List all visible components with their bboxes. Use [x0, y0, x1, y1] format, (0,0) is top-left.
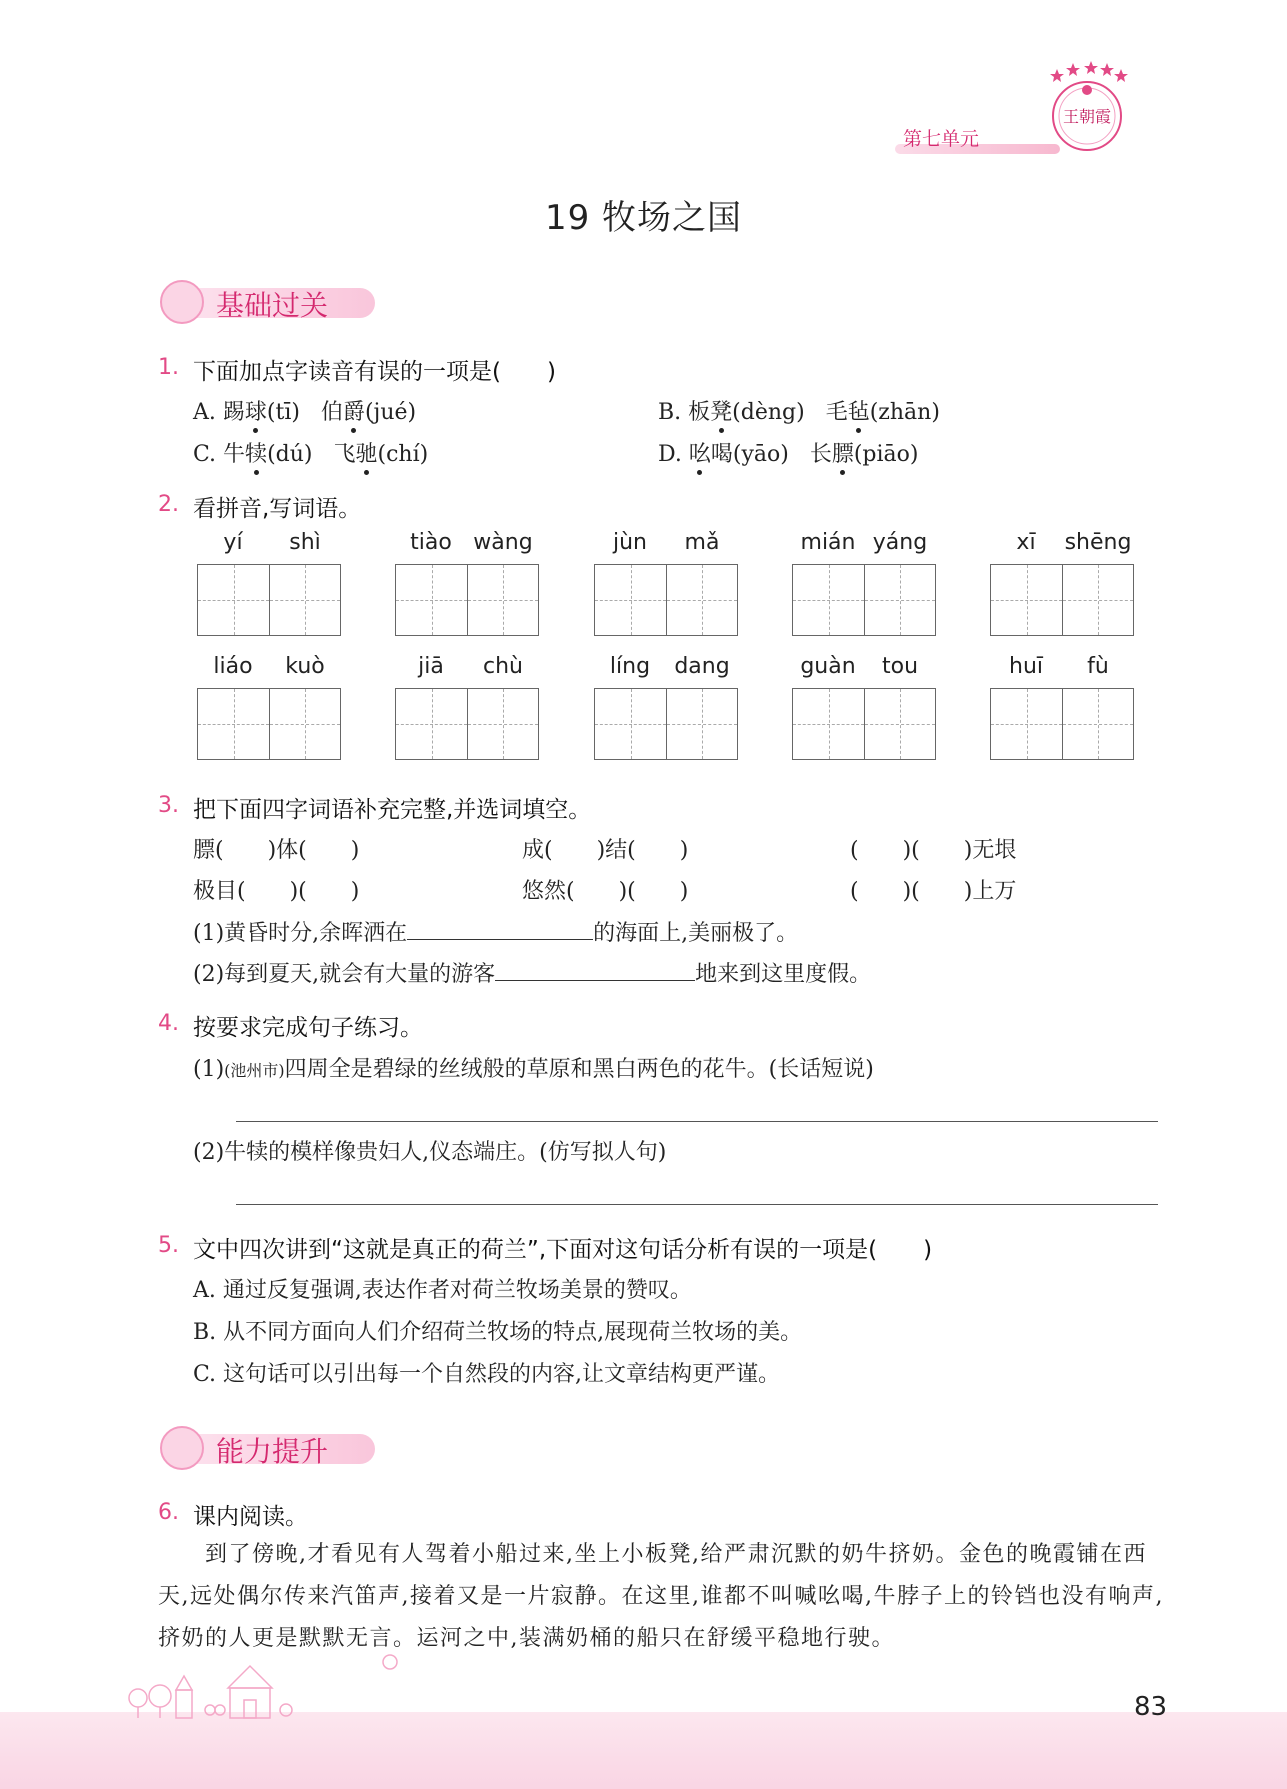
tian-grid: [990, 564, 1134, 636]
idiom-3[interactable]: ( )( )无垠: [850, 838, 1017, 863]
idiom-1[interactable]: 膘( )体( ): [193, 838, 360, 863]
question-2-text: 看拼音,写词语。: [193, 496, 362, 522]
writing-box[interactable]: [864, 565, 935, 635]
reading-passage: 到了傍晚,才看见有人驾着小船过来,坐上小板凳,给严肃沉默的奶牛挤奶。金色的晚霞铺在西天,远处偶尔传来汽笛声,接着又是一片寂静。在这里,谁都不叫喊吆喝,牛脖子上的铃铛也没有响声,挤奶的人更是默默无言。运河之中,装满奶桶的船只在舒缓平稳地行驶。: [158, 1542, 1164, 1651]
writing-box[interactable]: [1062, 689, 1133, 759]
pinyin-syllable: mián: [800, 530, 856, 555]
fill-blank-1[interactable]: [407, 918, 593, 940]
section-title-basic: 基础过关: [216, 289, 329, 322]
option-c: C. 牛犊(dú) 飞驰(chí): [193, 442, 429, 467]
pinyin-syllable: tou: [881, 654, 919, 679]
q5-option-b: B. 从不同方面向人们介绍荷兰牧场的特点,展现荷兰牧场的美。: [193, 1320, 803, 1345]
q5-option-c: C. 这句话可以引出每一个自然段的内容,让文章结构更严谨。: [193, 1362, 781, 1387]
writing-box[interactable]: [1062, 565, 1133, 635]
question-number: 5.: [158, 1233, 179, 1258]
tian-grid: [395, 688, 539, 760]
tian-grid: [990, 688, 1134, 760]
fill-sentence-2: (2)每到夏天,就会有大量的游客 地来到这里度假。: [193, 957, 871, 988]
writing-box[interactable]: [991, 565, 1062, 635]
brand-seal-logo: [1043, 60, 1131, 156]
lesson-title: 19 牧场之国: [544, 198, 743, 238]
castle-doodle-icon: [120, 1640, 420, 1720]
fill-blank-2[interactable]: [495, 959, 695, 981]
tian-grid: [197, 688, 341, 760]
mascot-icon: [160, 1426, 204, 1470]
fill-sentence-1: (1)黄昏时分,余晖洒在 的海面上,美丽极了。: [193, 916, 798, 947]
tian-grid: [792, 688, 936, 760]
pinyin-syllable: kuò: [285, 654, 325, 679]
pinyin-syllable: liáo: [213, 654, 253, 679]
source-note: (池州市): [224, 1061, 285, 1080]
pinyin-syllable: yí: [223, 530, 243, 555]
pinyin-syllable: xī: [1016, 530, 1036, 555]
option-d: D. 吆喝(yāo) 长膘(piāo): [658, 442, 919, 467]
idiom-2[interactable]: 成( )结( ): [522, 838, 689, 863]
tian-grid: [395, 564, 539, 636]
question-number: 1.: [158, 355, 179, 380]
writing-box[interactable]: [793, 689, 864, 759]
tian-grid: [197, 564, 341, 636]
question-3-text: 把下面四字词语补充完整,并选词填空。: [193, 797, 592, 823]
pinyin-syllable: jùn: [613, 530, 647, 555]
pinyin-syllable: huī: [1009, 654, 1043, 679]
sentence-task-1: (1)(池州市)四周全是碧绿的丝绒般的草原和黑白两色的花牛。(长话短说): [193, 1057, 874, 1082]
option-a: A. 踢球(tī) 伯爵(jué): [193, 400, 417, 425]
writing-box[interactable]: [396, 565, 467, 635]
pinyin-syllable: jiā: [418, 654, 444, 679]
tian-grid: [792, 564, 936, 636]
pinyin-syllable: guàn: [800, 654, 856, 679]
idiom-4[interactable]: 极目( )( ): [193, 879, 360, 904]
q5-option-a: A. 通过反复强调,表达作者对荷兰牧场美景的赞叹。: [193, 1278, 692, 1303]
writing-box[interactable]: [991, 689, 1062, 759]
question-4-text: 按要求完成句子练习。: [193, 1015, 423, 1041]
pinyin-syllable: fù: [1087, 654, 1109, 679]
writing-box[interactable]: [793, 565, 864, 635]
writing-box[interactable]: [467, 689, 538, 759]
question-5-text: 文中四次讲到“这就是真正的荷兰”,下面对这句话分析有误的一项是( ): [193, 1237, 933, 1263]
mascot-icon: [160, 280, 204, 324]
section-title-advance: 能力提升: [216, 1435, 329, 1468]
question-number: 2.: [158, 492, 179, 517]
pinyin-syllable: yáng: [872, 530, 928, 555]
question-number: 6.: [158, 1500, 179, 1525]
pinyin-syllable: wàng: [473, 530, 533, 555]
writing-box[interactable]: [198, 689, 269, 759]
page-number: 83: [1134, 1692, 1168, 1722]
question-number: 3.: [158, 793, 179, 818]
writing-box[interactable]: [198, 565, 269, 635]
writing-box[interactable]: [595, 565, 666, 635]
pinyin-syllable: líng: [609, 654, 651, 679]
section-banner-advance: [160, 1424, 380, 1470]
answer-line-1[interactable]: [236, 1121, 1158, 1122]
pinyin-syllable: shēng: [1064, 530, 1132, 555]
svg-text:王朝霞: 王朝霞: [1062, 107, 1112, 126]
writing-box[interactable]: [396, 689, 467, 759]
question-1-text: 下面加点字读音有误的一项是( ): [193, 359, 556, 385]
writing-box[interactable]: [269, 565, 340, 635]
writing-box[interactable]: [864, 689, 935, 759]
pinyin-syllable: mǎ: [684, 530, 720, 555]
pinyin-syllable: tiào: [410, 530, 452, 555]
pinyin-syllable: shì: [289, 530, 321, 555]
pinyin-syllable: chù: [483, 654, 523, 679]
unit-label: 第七单元: [903, 128, 980, 150]
tian-grid: [594, 564, 738, 636]
sentence-task-2: (2)牛犊的模样像贵妇人,仪态端庄。(仿写拟人句): [193, 1140, 667, 1165]
writing-box[interactable]: [666, 565, 737, 635]
question-6-text: 课内阅读。: [193, 1504, 308, 1530]
tian-grid: [594, 688, 738, 760]
writing-box[interactable]: [467, 565, 538, 635]
unit-tag: [895, 124, 1060, 154]
writing-box[interactable]: [269, 689, 340, 759]
idiom-6[interactable]: ( )( )上万: [850, 879, 1017, 904]
footer-band: [0, 1712, 1287, 1789]
writing-box[interactable]: [595, 689, 666, 759]
writing-box[interactable]: [666, 689, 737, 759]
question-number: 4.: [158, 1011, 179, 1036]
idiom-5[interactable]: 悠然( )( ): [522, 879, 689, 904]
option-b: B. 板凳(dèng) 毛毡(zhān): [658, 400, 940, 425]
pinyin-syllable: dang: [674, 654, 730, 679]
answer-line-2[interactable]: [236, 1204, 1158, 1205]
section-banner-basic: [160, 278, 380, 324]
